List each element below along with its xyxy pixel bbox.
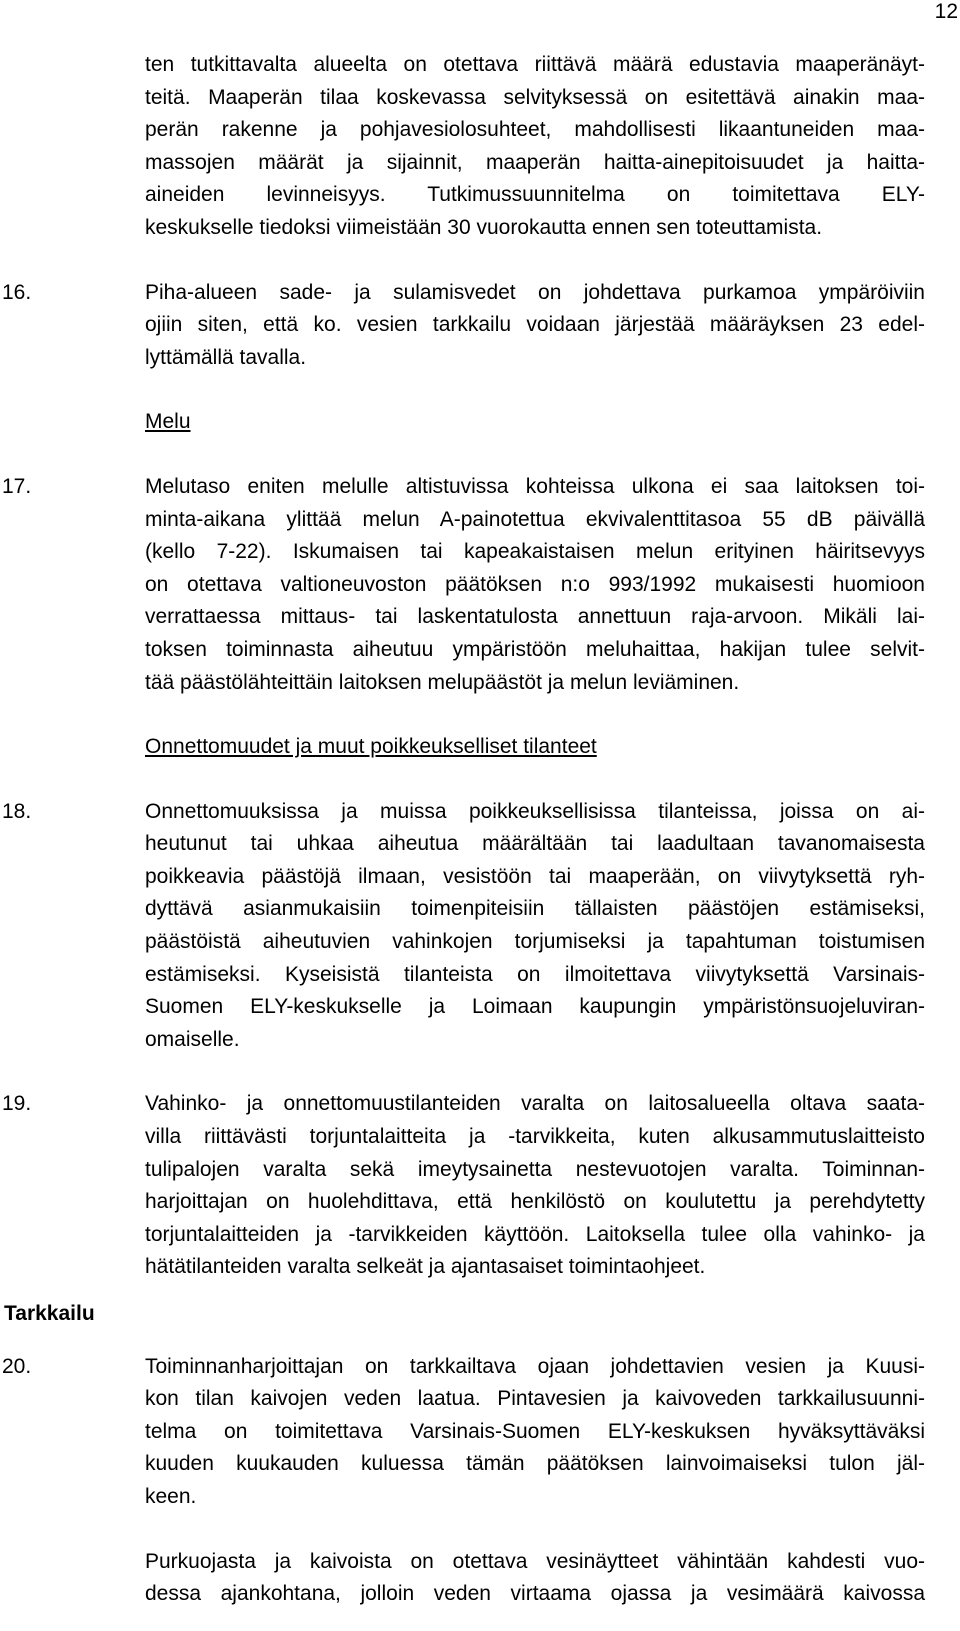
item-text bbox=[145, 796, 925, 1057]
item-text bbox=[145, 1351, 925, 1514]
text-line: estämiseksi. Kyseisistä tilanteista on ilmoitettava viivytyksettä Varsinais- bbox=[145, 962, 925, 986]
text-line: perän rakenne ja pohjavesiolosuhteet, mahdollisesti likaantuneiden maa- bbox=[145, 118, 925, 142]
tarkkailu-heading: Tarkkailu bbox=[4, 1302, 95, 1325]
item-number: 16. bbox=[2, 280, 32, 304]
item-text bbox=[145, 277, 925, 375]
text-line: lyttämällä tavalla. bbox=[145, 345, 307, 369]
text-line: Purkuojasta ja kaivoista on otettava vesinäytteet vähintään kahdesti vuo- bbox=[145, 1549, 925, 1573]
text-line: toksen toiminnasta aiheutuu ympäristöön meluhaittaa, hakijan tulee selvit- bbox=[145, 637, 925, 661]
item-number: 18. bbox=[2, 799, 32, 823]
melu-heading: Melu bbox=[145, 410, 191, 434]
text-line: Melutaso eniten melulle altistuvissa kohteissa ulkona ei saa laitoksen toi- bbox=[145, 474, 925, 498]
numbered-item-19 bbox=[0, 1088, 960, 1284]
text-line: heutunut tai uhkaa aiheutua määrältään tai laadultaan tavanomaisesta bbox=[145, 832, 925, 856]
final-paragraph bbox=[145, 1546, 925, 1611]
text-line: Piha-alueen sade- ja sulamisvedet on johdettava purkamoa ympäröiviin bbox=[145, 280, 925, 304]
text-line: omaiselle. bbox=[145, 1027, 240, 1051]
text-line: Suomen ELY-keskukselle ja Loimaan kaupungin ympäristönsuojeluviran- bbox=[145, 995, 925, 1019]
text-line: tää päästölähteittäin laitoksen melupäästöt ja melun leviäminen. bbox=[145, 670, 740, 694]
item-number: 19. bbox=[2, 1092, 32, 1116]
item-text bbox=[145, 471, 925, 699]
text-line: Onnettomuuksissa ja muissa poikkeuksellisissa tilanteissa, joissa on ai- bbox=[145, 799, 925, 823]
text-line: kon tilan kaivojen veden laatua. Pintavesien ja kaivoveden tarkkailusuunni- bbox=[145, 1387, 925, 1411]
text-line: Vahinko- ja onnettomuustilanteiden varalta on laitosalueella oltava saata- bbox=[145, 1092, 925, 1116]
text-line: on otettava valtioneuvoston päätöksen n:o 993/1992 mukaisesti huomioon bbox=[145, 572, 925, 596]
text-line: verrattaessa mittaus- tai laskentatulosta annettuun raja-arvoon. Mikäli lai- bbox=[145, 605, 925, 629]
text-line: telma on toimitettava Varsinais-Suomen ELY-keskuksen hyväksyttäväksi bbox=[145, 1419, 925, 1443]
document-body bbox=[0, 49, 960, 1611]
text-line: torjuntalaitteiden ja -tarvikkeiden käyttöön. Laitoksella tulee olla vahinko- ja bbox=[145, 1222, 925, 1246]
text-line: kuuden kuukauden kuluessa tämän päätöksen lainvoimaiseksi tulon jäl- bbox=[145, 1452, 925, 1476]
text-line: tulipalojen varalta sekä imeytysainetta nestevuotojen varalta. Toiminnan- bbox=[145, 1157, 925, 1181]
intro-paragraph bbox=[145, 49, 925, 245]
text-line: ten tutkittavalta alueelta on otettava riittävä määrä edustavia maaperänäyt- bbox=[145, 53, 925, 76]
item-number: 17. bbox=[2, 474, 32, 498]
text-line: poikkeavia päästöjä ilmaan, vesistöön tai maaperään, on viivytyksettä ryh- bbox=[145, 864, 925, 888]
text-line: keskukselle tiedoksi viimeistään 30 vuorokautta ennen sen toteuttamista. bbox=[145, 215, 823, 239]
text-line: massojen määrät ja sijainnit, maaperän haitta-ainepitoisuudet ja haitta- bbox=[145, 150, 925, 174]
numbered-item-20 bbox=[0, 1351, 960, 1514]
text-line: keen. bbox=[145, 1484, 197, 1508]
item-text bbox=[145, 1088, 925, 1284]
page-number: 12 bbox=[934, 0, 958, 23]
onnettomuudet-heading: Onnettomuudet ja muut poikkeukselliset tilanteet bbox=[145, 735, 597, 759]
text-line: teitä. Maaperän tilaa koskevassa selvityksessä on esitettävä ainakin maa- bbox=[145, 85, 925, 109]
numbered-item-16 bbox=[0, 277, 960, 375]
numbered-item-17 bbox=[0, 471, 960, 699]
item-number: 20. bbox=[2, 1354, 32, 1378]
text-line: (kello 7-22). Iskumaisen tai kapeakaistaisen melun erityinen häiritsevyys bbox=[145, 540, 925, 564]
text-line: hätätilanteiden varalta selkeät ja ajantasaiset toimintaohjeet. bbox=[145, 1255, 706, 1279]
text-line: aineiden levinneisyys. Tutkimussuunnitelma on toimitettava ELY- bbox=[145, 183, 925, 207]
text-line: harjoittajan on huolehdittava, että henkilöstö on koulutettu ja perehdytetty bbox=[145, 1190, 925, 1214]
numbered-item-18 bbox=[0, 796, 960, 1057]
text-line: päästöistä aiheutuvien vahinkojen torjumiseksi ja tapahtuman toistumisen bbox=[145, 930, 925, 954]
text-line: ojiin siten, että ko. vesien tarkkailu voidaan järjestää määräyksen 23 edel- bbox=[145, 313, 925, 337]
text-line: minta-aikana ylittää melun A-painotettua ekvivalenttitasoa 55 dB päivällä bbox=[145, 507, 925, 531]
text-line: dyttävä asianmukaisiin toimenpiteisiin tällaisten päästöjen estämiseksi, bbox=[145, 897, 925, 921]
text-line: Toiminnanharjoittajan on tarkkailtava ojaan johdettavien vesien ja Kuusi- bbox=[145, 1354, 925, 1378]
text-line: dessa ajankohtana, jolloin veden virtaama ojassa ja vesimäärä kaivossa bbox=[145, 1582, 925, 1606]
text-line: villa riittävästi torjuntalaitteita ja -tarvikkeita, kuten alkusammutuslaitteisto bbox=[145, 1125, 925, 1149]
